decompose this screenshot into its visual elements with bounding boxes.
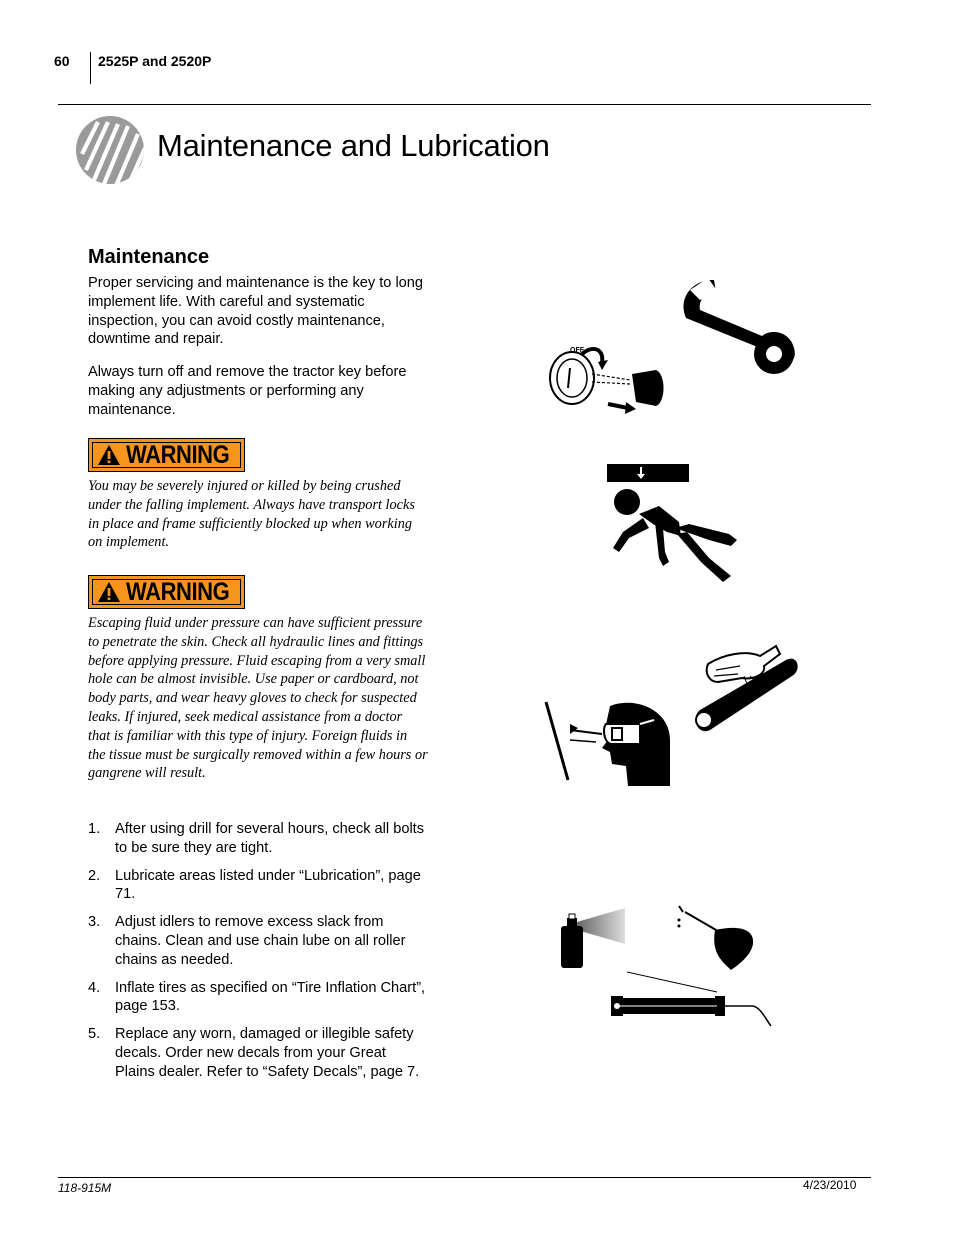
lubrication-tools-figure [555, 900, 780, 1032]
spray-can-icon [561, 908, 625, 968]
maintenance-steps [88, 820, 428, 1091]
off-label: OFF [570, 347, 584, 354]
warning-word: WARNING [125, 577, 230, 606]
header-rule [58, 104, 871, 105]
crushed-person-icon [607, 464, 737, 582]
list-item: 4. Inflate tires as specified on “Tire Inflation Chart”, page 153. [88, 979, 426, 1015]
document-number: 118-915M [58, 1181, 112, 1195]
fluid-hazard-figure [540, 640, 800, 790]
warning-label-1 [88, 438, 245, 472]
crush-hazard-figure [605, 462, 745, 592]
warning-triangle-icon [97, 580, 121, 604]
face-shield-icon [546, 702, 670, 786]
key-off-icon [550, 347, 664, 414]
great-plains-logo-icon [74, 114, 146, 186]
warning-text-2: Escaping fluid under pressure can have sufficient pressure to penetrate the skin. Check all hydraulic lines and fittings before applying pressure. Fluid escaping from a very small hole can be almost invisible. Use paper or cardboard, not body parts, and wear heavy gloves to check for suspected leaks. If injured, seek medical assistance from a doctor that is familiar with this type of injury. Foreign fluids in the tissue must be surgically removed within a few hours or gangrene will result. [88, 615, 428, 782]
key-paragraph: Always turn off and remove the tractor key before making any adjustments or performing any maintenance. [88, 364, 407, 418]
list-item: 2. Lubricate areas listed under “Lubrication”, page 71. [88, 867, 421, 903]
grease-gun-icon [611, 972, 771, 1026]
intro-paragraph: Proper servicing and maintenance is the key to long implement life. With careful and systematic inspection, you can avoid costly maintenance, downtime and repair. [88, 275, 424, 348]
header-divider [90, 52, 91, 84]
warning-text-1: You may be severely injured or killed by being crushed under the falling implement. Always have transport locks in place and frame sufficiently blocked up when working on implement. [88, 478, 415, 551]
warning-word: WARNING [125, 440, 230, 469]
key-and-wrench-figure [540, 270, 800, 420]
list-item: 1. After using drill for several hours, check all bolts to be sure they are tight. [88, 821, 425, 856]
warning-triangle-icon [97, 443, 121, 467]
section-heading: Maintenance [88, 246, 210, 268]
revision-date: 4/23/2010 [803, 1178, 857, 1192]
warning-label-2 [88, 575, 245, 609]
list-item: 5. Replace any worn, damaged or illegible safety decals. Order new decals from your Great Plains dealer. Refer to “Safety Decals”, page 7. [88, 1026, 420, 1080]
hydraulic-leak-hand-icon [695, 646, 797, 731]
wrench-icon [683, 278, 794, 374]
list-item: 3. Adjust idlers to remove excess slack from chains. Clean and use chain lube on all roller chains as needed. [88, 914, 406, 968]
footer-rule [58, 1177, 871, 1178]
oil-can-icon [678, 906, 754, 970]
product-title: 2525P and 2520P [98, 53, 212, 69]
chapter-title: Maintenance and Lubrication [157, 128, 550, 163]
page-number: 60 [54, 53, 70, 69]
